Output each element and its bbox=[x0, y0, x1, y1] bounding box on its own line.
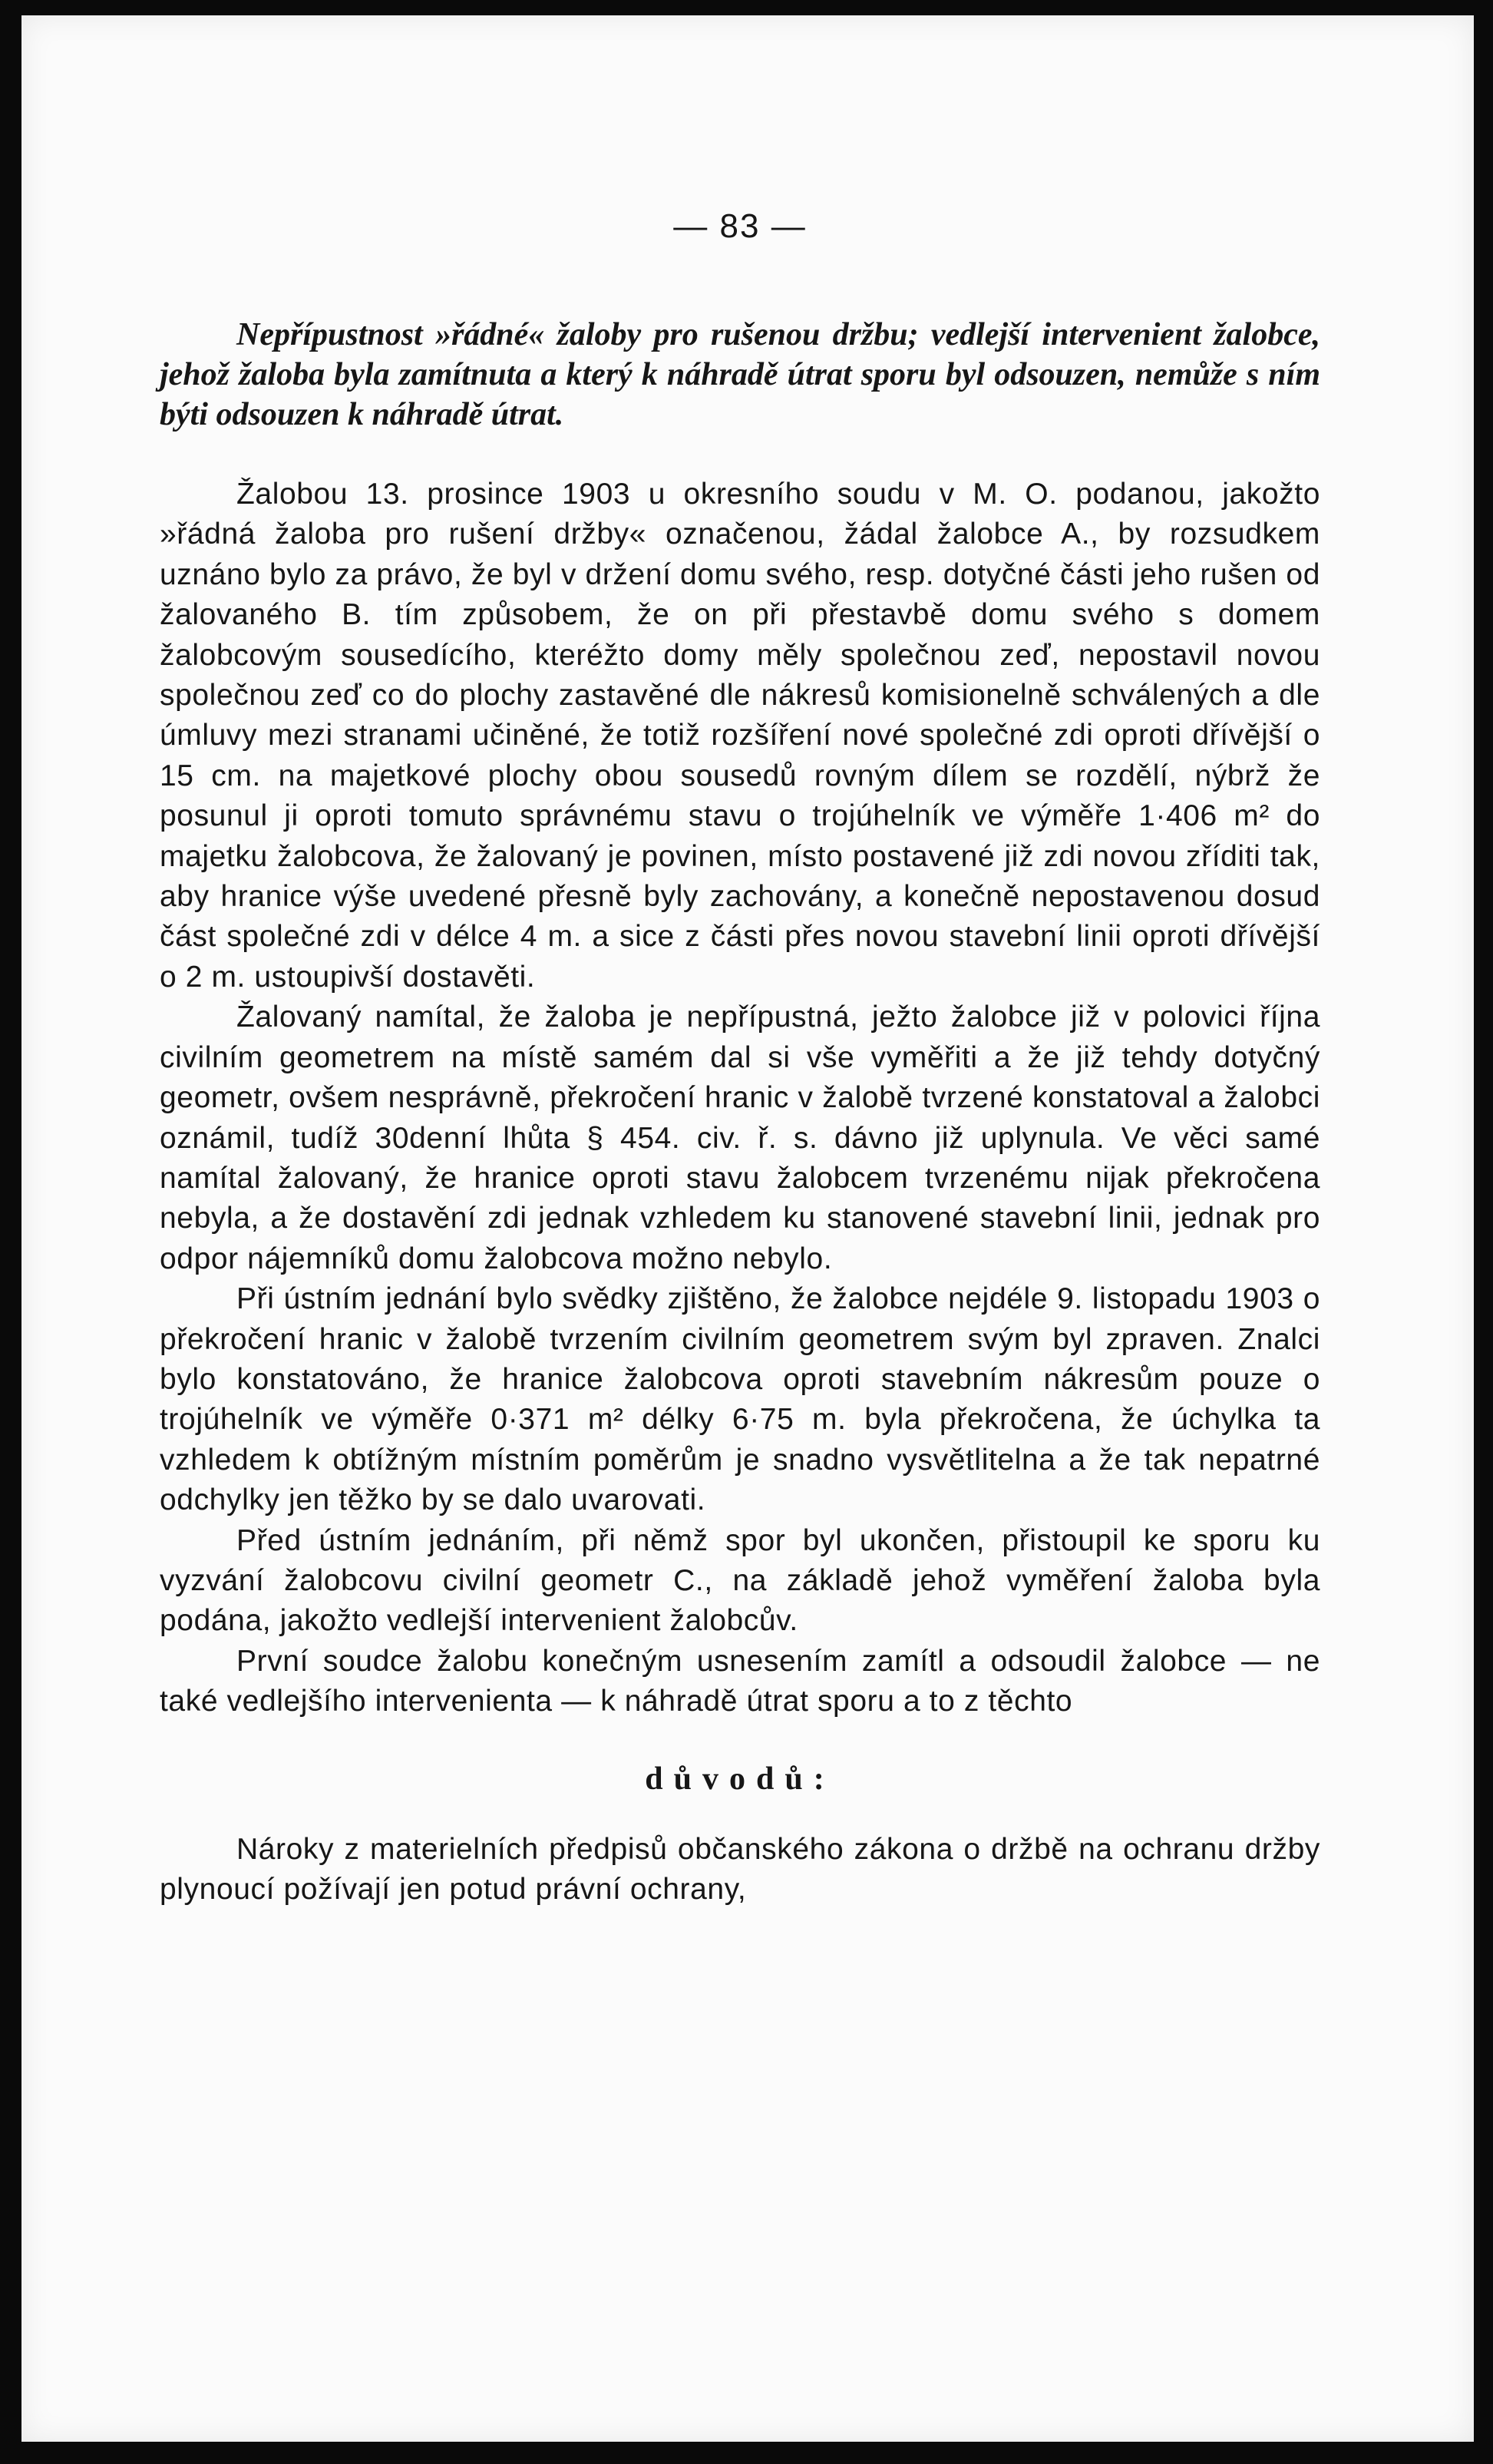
case-headnote: Nepřípustnost »řádné« žaloby pro rušenou držbu; vedlejší intervenient žalobce, jehož žaloba byla zamítnuta a který k náhradě útrat sporu byl odsouzen, nemůže s ním býti odsouzen k náhradě útrat. bbox=[160, 317, 1320, 432]
section-heading-reasons: důvodů: bbox=[645, 1761, 835, 1797]
paragraph-intervenient: Před ústním jednáním, při němž spor byl ukončen, přistoupil ke sporu ku vyzvání žalobcovu civilní geometr C., na základě jehož vyměření žaloba byla podána, jakožto vedlejší intervenient žalobcův. bbox=[160, 1523, 1320, 1638]
paragraph-evidence: Při ústním jednání bylo svědky zjištěno, že žalobce nejdéle 9. listopadu 1903 o překročení hranic v žalobě tvrzením civilním geometrem svým byl zpraven. Znalci bylo konstatováno, že hranice žalobcova oproti stavebním nákresům pouze o trojúhelník ve výměře 0·371 m² délky 6·75 m. byla překročena, že úchylka ta vzhledem k obtížným místním poměrům je snadno vysvětlitelna a že tak nepatrné odchylky jen těžko by se dalo uvarovati. bbox=[160, 1282, 1320, 1517]
paragraph-reasons-start: Nároky z materielních předpisů občanského zákona o držbě na ochranu držby plynoucí požívají jen potud právní ochrany, bbox=[160, 1832, 1320, 1906]
scanned-page bbox=[21, 15, 1474, 2442]
paragraph-complaint: Žalobou 13. prosince 1903 u okresního soudu v M. O. podanou, jakožto »řádná žaloba pro rušení držby« označenou, žádal žalobce A., by rozsudkem uznáno bylo za právo, že byl v držení domu svého, resp. dotyčné části jeho rušen od žalovaného B. tím způsobem, že on při přestavbě domu svého s domem žalobcovým sousedícího, kteréžto domy měly společnou zeď, nepostavil novou společnou zeď co do plochy zastavěné dle nákresů komisionelně schválených a dle úmluvy mezi stranami učiněné, že totiž rozšíření nové společné zdi oproti dřívější o 15 cm. na majetkové plochy obou sousedů rovným dílem se rozdělí, nýbrž že posunul ji oproti tomuto správnému stavu o trojúhelník ve výměře 1·406 m² do majetku žalobcova, že žalovaný je povinen, místo postavené již zdi novou zříditi tak, aby hranice výše uvedené přesně byly zachovány, a konečně nepostavenou dosud část společné zdi v délce 4 m. a sice z části přes novou stavební linii oproti dřívější o 2 m. ustoupivší dostavěti. bbox=[160, 478, 1320, 994]
paragraph-defense: Žalovaný namítal, že žaloba je nepřípustná, ježto žalobce již v polovici října civilním geometrem na místě samém dal si vše vyměřiti a že již tehdy dotyčný geometr, ovšem nesprávně, překročení hranic v žalobě tvrzené konstatoval a žalobci oznámil, tudíž 30denní lhůta § 454. civ. ř. s. dávno již uplynula. Ve věci samé namítal žalovaný, že hranice oproti stavu žalobcem tvrzenému nijak překročena nebyla, a že dostavění zdi jednak vzhledem ku stanovené stavební linii, jednak pro odpor nájemníků domu žalobcova možno nebylo. bbox=[160, 1000, 1320, 1275]
page-number: — 83 — bbox=[673, 207, 807, 245]
paragraph-first-ruling: První soudce žalobu konečným usnesením zamítl a odsoudil žalobce — ne také vedlejšího intervenienta — k náhradě útrat sporu a to z těchto bbox=[160, 1644, 1320, 1718]
page-content bbox=[160, 207, 1320, 1910]
